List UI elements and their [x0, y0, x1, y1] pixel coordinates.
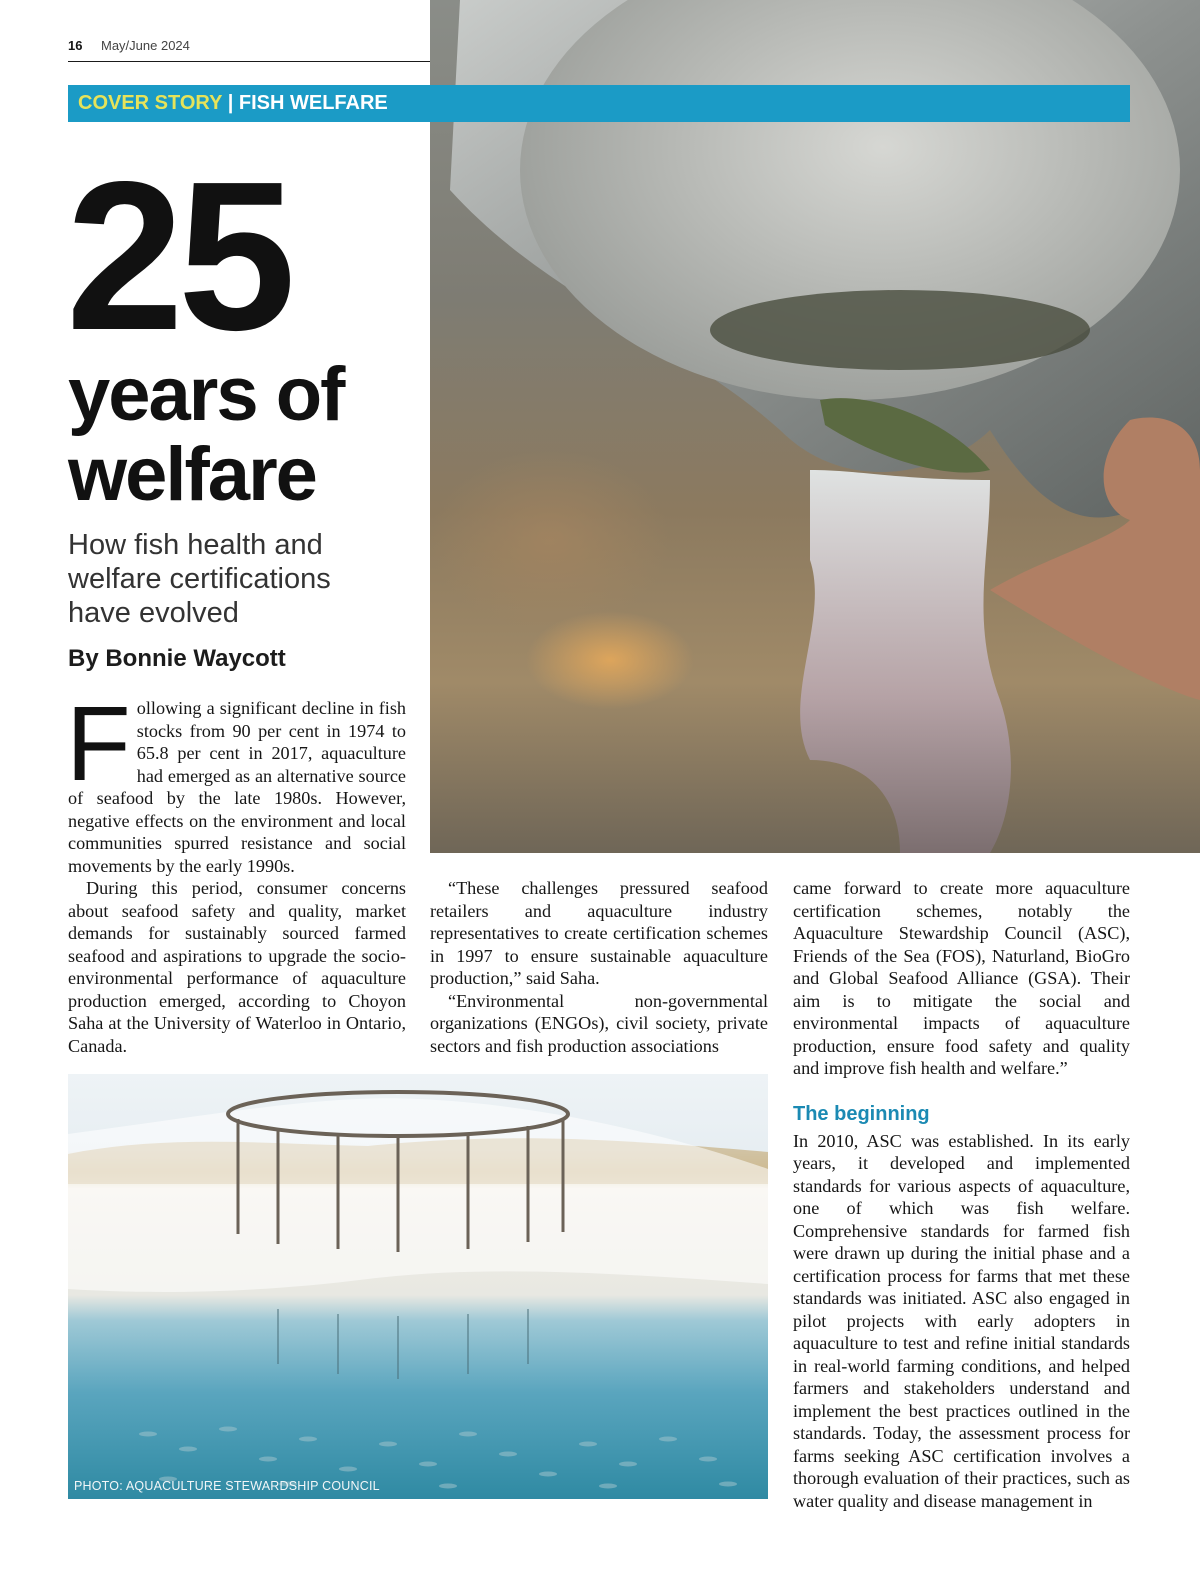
paragraph-2: During this period, consumer concerns about seafood safety and quality, market demands for sustainably sourced farmed seafood and aspirations to upgrade the socio-environmental performance of aquaculture production emerged, according to Choyon Saha at the University of Waterloo in Ontario, Canada. — [68, 878, 406, 1056]
section-separator: | — [227, 92, 234, 114]
page-number: 16 — [68, 38, 83, 53]
paragraph-3: “These challenges pressured seafood retailers and aquaculture industry representatives to create certification schemes in 1997 to ensure sustainable aquaculture production,” said Saha. — [430, 878, 768, 988]
deck: How fish health and welfare certifications have evolved — [68, 529, 331, 629]
fish-cluster — [710, 290, 1090, 370]
net-sheet — [68, 1098, 768, 1292]
drop-cap: F — [66, 685, 131, 803]
byline: By Bonnie Waycott — [68, 645, 286, 672]
headline-number: 25 — [66, 137, 290, 374]
hero-photo — [430, 0, 1200, 853]
paragraph-1 — [66, 685, 406, 877]
paragraph-4: “Environmental non-governmental organizations (ENGOs), civil society, private sectors and fish production associations — [430, 990, 768, 1056]
water-stream — [800, 470, 1011, 853]
issue-date: May/June 2024 — [101, 38, 190, 53]
body-column-2 — [430, 877, 768, 1057]
body-column-3 — [793, 877, 1130, 1512]
photo-credit: PHOTO: AQUACULTURE STEWARDSHIP COUNCIL — [74, 1479, 380, 1493]
section-label: COVER STORY — [78, 92, 223, 114]
section-banner — [68, 85, 1130, 122]
fish-pen-photo — [68, 1074, 768, 1499]
paragraph-4-continued: came forward to create more aquaculture certification schemes, notably the Aquaculture Stewardship Council (ASC), Friends of the Sea (FOS), Naturland, BioGro and Global Seafood Alliance (GSA). Their aim is to mitigate the social and environmental impacts of aquaculture production, ensure food safety and quality and improve fish health and welfare.” — [793, 878, 1130, 1078]
subhead: The beginning — [793, 1102, 930, 1125]
body-column-1 — [66, 685, 406, 1057]
section-topic: FISH WELFARE — [238, 92, 388, 114]
paragraph-5: In 2010, ASC was established. In its early years, it developed and implemented standards for various aspects of aquaculture, one of which was fish welfare. Comprehensive standards for farmed fish were drawn up during the initial phase and a certification process for farms that met these standards was initiated. ASC also engaged in pilot projects with early adopters in aquaculture to test and refine initial standards in real-world farming conditions, and helped farmers and stakeholders understand and implement the best practices outlined in the standards. Today, the assessment process for farms seeking ASC certification involves a thorough evaluation of their practices, such as water quality and disease management in — [793, 1130, 1130, 1511]
paragraph-1-text: ollowing a significant decline in fish stocks from 90 per cent in 1974 to 65.8 per cent in 2017, aquaculture had emerged as an alternative source of seafood by the late 1980s. However, negative effects on the environment and local communities spurred resistance and social movements by the early 1990s. — [68, 698, 406, 876]
water-reflections — [278, 1309, 528, 1379]
headline — [68, 352, 428, 517]
headline-line-2: welfare — [68, 432, 316, 517]
headline-line-1: years of — [68, 352, 344, 437]
